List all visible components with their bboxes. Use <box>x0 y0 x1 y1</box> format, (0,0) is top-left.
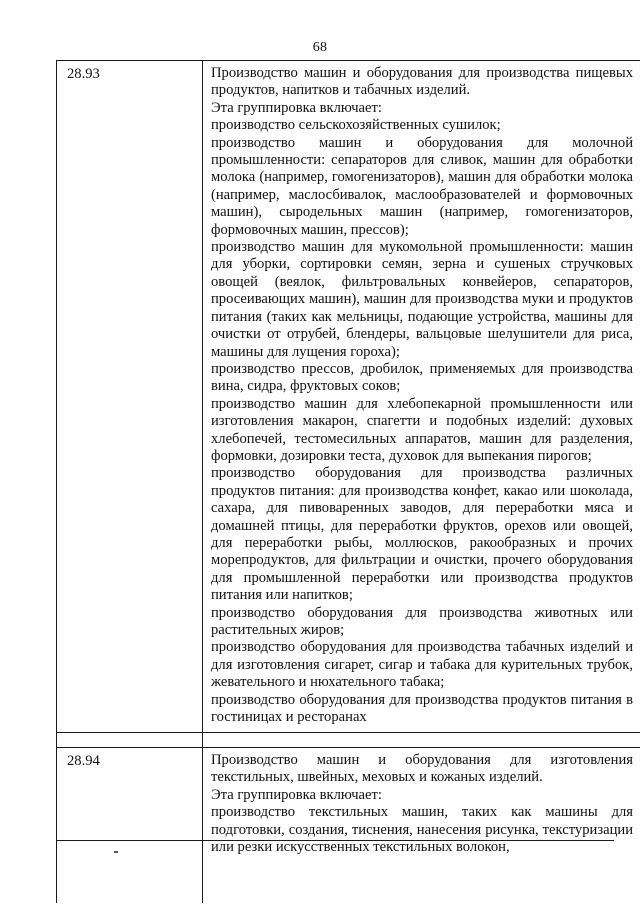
class-description-cell <box>203 748 640 904</box>
class-description-cell <box>203 61 640 733</box>
included-item: производство оборудования для производства продуктов питания в гостиницах и ресторанах <box>211 691 633 726</box>
classification-table <box>56 60 633 903</box>
included-item: производство оборудования для производства животных или растительных жиров; <box>211 604 633 638</box>
included-item: производство машин для мукомольной промышленности: машин для уборки, сортировки семян, зерна и сушеных стручковых овощей (веялок, фильтровальных конвейеров, сепараторов, просеивающих машин), машин для производства муки и продуктов питания (таких как мельницы, подающие устройства, машины для очистки от отрубей, блендеры, вальцовые шелушители для риса, машины для лущения гороха); <box>211 239 633 360</box>
table-bottom-border <box>56 840 614 841</box>
class-code-cell <box>57 748 203 904</box>
included-item: производство машин и оборудования для молочной промышленности: сепараторов для сливок, машин для обработки молока (например, гомогенизаторов), машин для обработки молока (например, маслосбивалок, маслообразователей и формовочных машин), сыродельных машин (например, гомогенизаторов, формовочных машин, прессов); <box>211 134 633 238</box>
included-item: производство сельскохозяйственных сушилок; <box>211 117 501 134</box>
included-item: производство оборудования для производства табачных изделий и для изготовления сигарет, сигар и табака для курительных трубок, жевательного и нюхательного табака; <box>211 639 633 691</box>
included-item: производство текстильных машин, таких как машины для подготовки, создания, тиснения, нанесения рисунка, текстуризации или резки искусственных текстильных волокон, <box>211 804 633 856</box>
class-code: 28.93 <box>67 66 100 82</box>
included-item: производство оборудования для производства различных продуктов питания: для производства конфет, какао или шоколада, сахара, для пивоваренных заводов, для переработки мяса и домашней птицы, для переработки фруктов, орехов или овощей, для переработки рыбы, моллюсков, ракообразных и прочих морепродуктов, для фильтрации и очистки, прочего оборудования для промышленной переработки или производства продуктов питания или напитков; <box>211 465 633 604</box>
includes-heading: Эта группировка включает: <box>211 786 382 803</box>
includes-heading: Эта группировка включает: <box>211 99 382 116</box>
group-title: Производство машин и оборудования для производства пищевых продуктов, напитков и табачных изделий. <box>211 65 633 99</box>
page-number: 68 <box>312 40 328 55</box>
group-title: Производство машин и оборудования для изготовления текстильных, швейных, меховых и кожаных изделий. <box>211 752 633 786</box>
table-row-spacer <box>57 733 640 748</box>
spacer-cell <box>203 733 640 748</box>
table-row <box>57 61 640 733</box>
class-code: 28.94 <box>67 753 100 769</box>
included-item: производство прессов, дробилок, применяемых для производства вина, сидра, фруктовых соков; <box>211 360 633 395</box>
included-item: производство машин для хлебопекарной промышленности или изготовления макарон, спагетти и подобных изделий: духовых хлебопечей, тестомесильных аппаратов, машин для разделения, формовки, дозировки теста, духовок для выпекания пирогов; <box>211 395 633 464</box>
class-code-cell <box>57 61 203 733</box>
table-row <box>57 748 640 904</box>
scan-artifact <box>114 851 118 853</box>
spacer-cell <box>57 733 203 748</box>
